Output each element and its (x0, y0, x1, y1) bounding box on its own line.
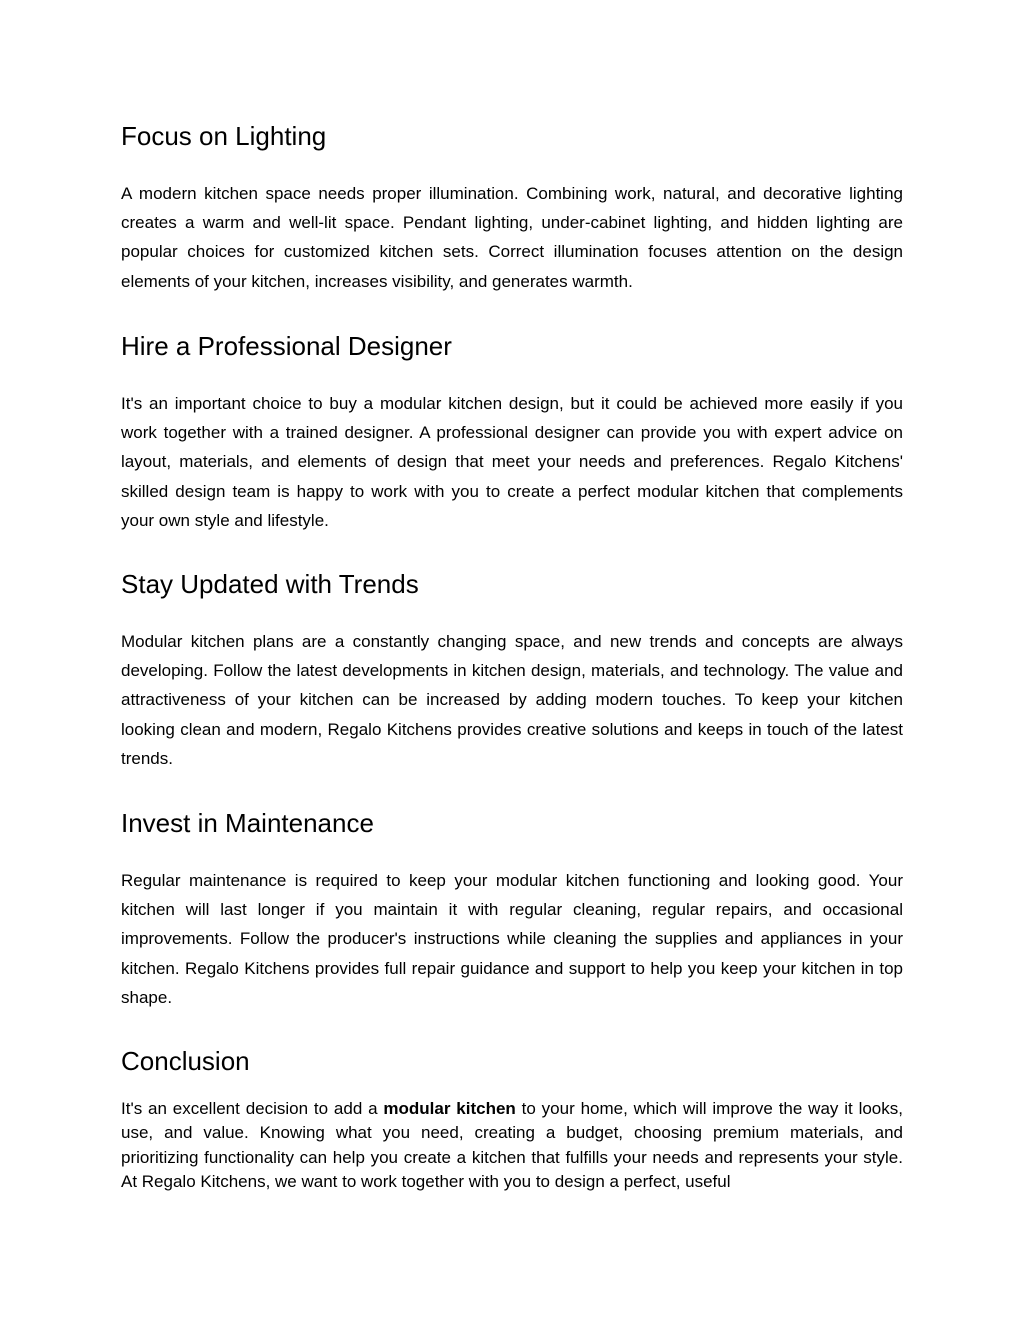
paragraph-invest-in-maintenance: Regular maintenance is required to keep your modular kitchen functioning and looking good. Your kitchen will last longer if you maintain it with regular cleaning, regular repairs, and occasional improvements. Follow the producer's instructions while cleaning the supplies and appliances in your kitchen. Regalo Kitchens provides full repair guidance and support to help you keep your kitchen in top shape. (121, 871, 903, 1007)
heading-hire-professional-designer: Hire a Professional Designer (121, 331, 452, 361)
heading-focus-on-lighting: Focus on Lighting (121, 121, 327, 151)
conclusion-text-start: It's an excellent decision to add a (121, 1099, 384, 1118)
paragraph-hire-professional-designer: It's an important choice to buy a modular kitchen design, but it could be achieved more easily if you work together with a trained designer. A professional designer can provide you with expert advice on layout, materials, and elements of design that meet your needs and preferences. Regalo Kitchens' skilled design team is happy to work with you to create a perfect modular kitchen that complements your own style and lifestyle. (121, 394, 903, 530)
paragraph-conclusion (121, 1097, 903, 1194)
paragraph-stay-updated-with-trends: Modular kitchen plans are a constantly changing space, and new trends and concepts are always developing. Follow the latest developments in kitchen design, materials, and technology. The value and attractiveness of your kitchen can be increased by adding modern touches. To keep your kitchen looking clean and modern, Regalo Kitchens provides creative solutions and keeps in touch of the latest trends. (121, 632, 903, 768)
document-page (121, 0, 903, 1325)
conclusion-text-end: to your home, which will improve the way it looks, use, and value. Knowing what you need, creating a budget, choosing premium materials, and prioritizing functionality can help you create a kitchen that fulfills your needs and represents your style. At Regalo Kitchens, we want to work together with you to design a perfect, useful (121, 1099, 903, 1191)
conclusion-clip (121, 1097, 903, 1195)
modular-kitchen-keyword: modular kitchen (383, 1099, 516, 1118)
paragraph-focus-on-lighting: A modern kitchen space needs proper illumination. Combining work, natural, and decorative lighting creates a warm and well-lit space. Pendant lighting, under-cabinet lighting, and hidden lighting are popular choices for customized kitchen sets. Correct illumination focuses attention on the design elements of your kitchen, increases visibility, and generates warmth. (121, 184, 903, 291)
heading-conclusion: Conclusion (121, 1046, 250, 1076)
heading-invest-in-maintenance: Invest in Maintenance (121, 808, 374, 838)
heading-stay-updated-with-trends: Stay Updated with Trends (121, 569, 419, 599)
